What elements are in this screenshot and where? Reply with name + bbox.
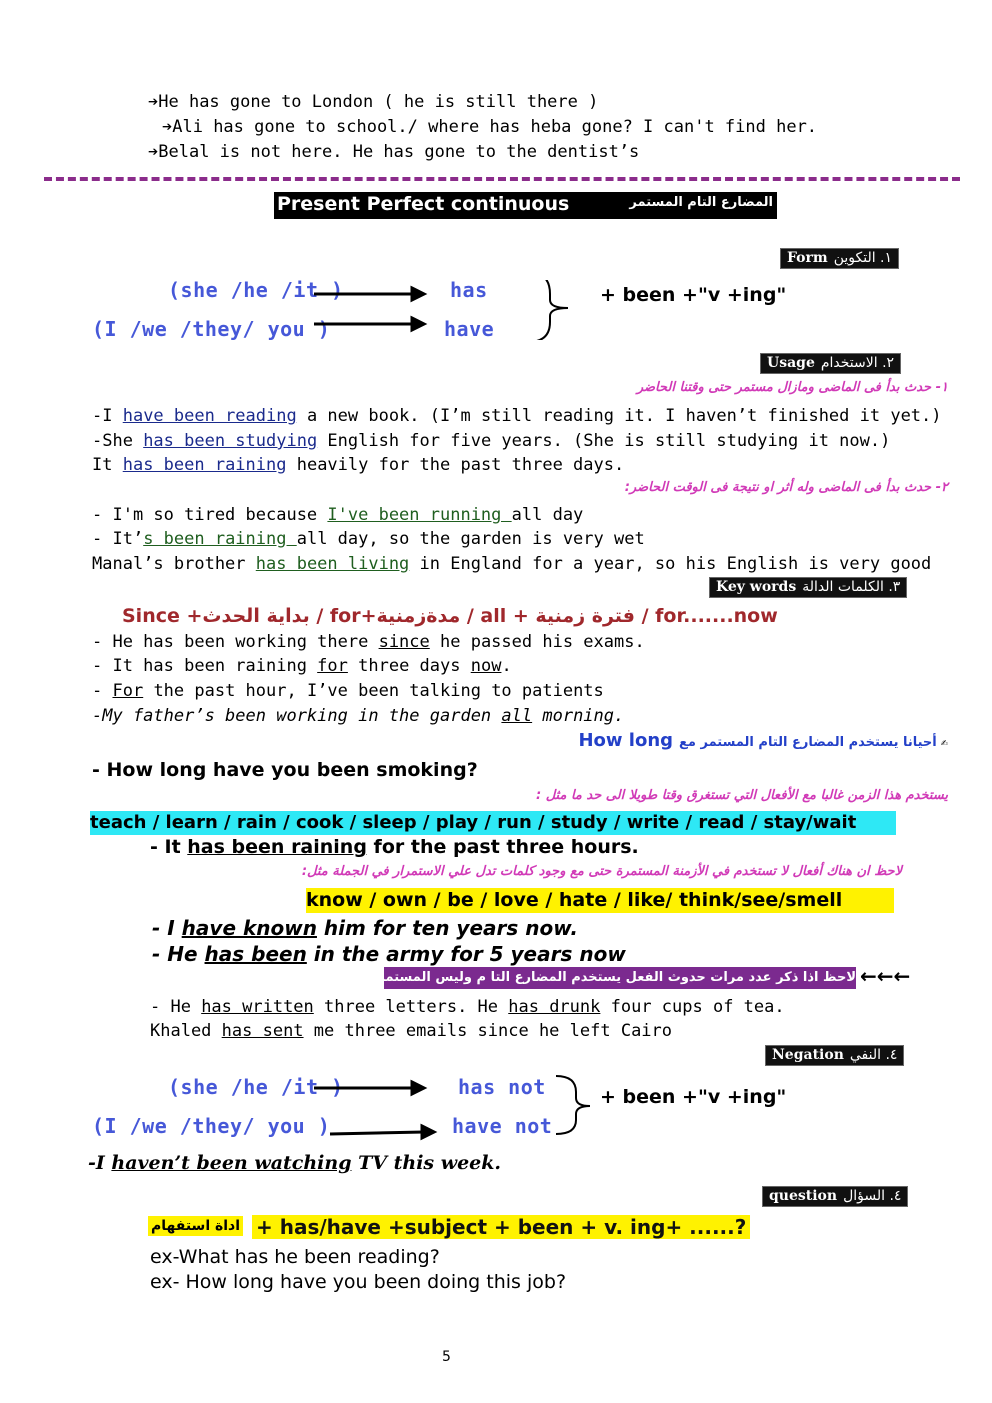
keywords-line: Since +بداية الحدث / for+مدةزمنية / all + فترة زمنية / for.......now xyxy=(122,605,778,627)
negation-example: -I haven’t been watching TV this week. xyxy=(88,1152,502,1174)
intro-example-2: ➔Ali has gone to school./ where has heba gone? I can't find her. xyxy=(162,117,818,137)
form-subject-2: (I /we /they/ you ) xyxy=(92,317,331,341)
stative-example-2: - He has been in the army for 5 years now xyxy=(152,942,626,966)
times-arrows: ←←← xyxy=(860,964,911,988)
form-tag: Form ١. التكوين xyxy=(780,248,899,269)
question-example-1: ex-What has he been reading? xyxy=(150,1246,440,1268)
negation-subject-1: (she /he /it ) xyxy=(168,1075,344,1099)
howlong-question: - How long have you been smoking? xyxy=(92,759,478,781)
howlong-note: How long أحيانا يستخدم المضارع التام المستمر مع ✍ xyxy=(578,730,948,751)
question-word-label: اداة استفهام xyxy=(148,1216,243,1236)
intro-example-3: ➔Belal is not here. He has gone to the dentist’s xyxy=(148,142,640,162)
usage-example-4: - I'm so tired because I've been running all day xyxy=(92,505,584,525)
times-example-2: Khaled has sent me three emails since he left Cairo xyxy=(150,1021,673,1041)
pen-icon: ✍ xyxy=(940,735,948,749)
page-number: 5 xyxy=(442,1349,451,1365)
keyword-example-4: -My father’s been working in the garden all morning. xyxy=(92,706,625,726)
negation-subject-2: (I /we /they/ you ) xyxy=(92,1114,331,1138)
usage-note-2: ٢- حدث بدأ فى الماضى وله أثر او نتيجة فى الوقت الحاضر: xyxy=(624,480,948,495)
negation-aux-1: has not xyxy=(458,1075,546,1099)
usage-example-5: - It’s been raining all day, so the garden is very wet xyxy=(92,529,645,549)
form-arrows xyxy=(300,280,590,340)
keyword-example-2: - It has been raining for three days now. xyxy=(92,656,512,676)
form-subject-1: (she /he /it ) xyxy=(168,278,344,302)
usage-example-1: -I have been reading a new book. (I’m still reading it. I haven’t finished it yet.) xyxy=(92,406,942,426)
question-example-2: ex- How long have you been doing this job? xyxy=(150,1271,567,1293)
stative-example-1: - I have known him for ten years now. xyxy=(152,916,579,940)
times-note-banner: لاحظ اذا ذكر عدد مرات حدوث الفعل يستخدم المضارع التا م وليس المستمر xyxy=(384,967,856,989)
section-divider xyxy=(44,177,960,181)
keyword-example-1: - He has been working there since he passed his exams. xyxy=(92,632,645,652)
usage-example-6: Manal’s brother has been living in England for a year, so his English is very good xyxy=(92,554,932,574)
verbs-highlight: teach / learn / rain / cook / sleep / play / run / study / write / read / stay/wait xyxy=(90,811,896,835)
form-aux-1: has xyxy=(450,278,488,302)
negation-aux-2: have not xyxy=(452,1114,553,1138)
question-tag: question ٤. السؤال xyxy=(762,1186,908,1207)
section-title: Present Perfect continuous المضارع التام المستمر xyxy=(274,192,777,219)
form-aux-2: have xyxy=(444,317,495,341)
intro-example-1: ➔He has gone to London ( he is still there ) xyxy=(148,92,599,112)
usage-note-1: ١- حدث بدأ فى الماضى ومازال مستمر حتى وقتنا الحاضر xyxy=(636,380,948,395)
question-formula: + has/have +subject + been + v. ing+ ......? xyxy=(252,1215,750,1239)
usage-tag: Usage ٢. الاستخدام xyxy=(760,353,901,374)
usage-example-3: It has been raining heavily for the past three days. xyxy=(92,455,625,475)
keyword-example-3: - For the past hour, I’ve been talking to patients xyxy=(92,681,604,701)
times-example-1: - He has written three letters. He has drunk four cups of tea. xyxy=(150,997,785,1017)
usage-example-2: -She has been studying English for five years. (She is still studying it now.) xyxy=(92,431,891,451)
negation-tag: Negation ٤. النفي xyxy=(765,1045,904,1066)
stative-note: لاحظ ان هناك أفعال لا تستخدم في الأزمنة المستمرة حتى مع وجود كلمات تدل علي الاستمرار في الجملة مثل: xyxy=(301,864,902,879)
negation-arrows xyxy=(300,1072,600,1142)
form-result: + been +"v +ing" xyxy=(600,284,787,306)
verbs-note: يستخدم هذا الزمن غالبا مع الأفعال التي تستغرق وقتا طويلا الى حد ما مثل : xyxy=(535,788,948,803)
negation-result: + been +"v +ing" xyxy=(600,1086,787,1108)
keywords-tag: Key words ٣. الكلمات الدالة xyxy=(709,577,907,598)
verbs-example: - It has been raining for the past three hours. xyxy=(150,836,639,858)
stative-highlight: know / own / be / love / hate / like/ think/see/smell xyxy=(306,888,894,913)
